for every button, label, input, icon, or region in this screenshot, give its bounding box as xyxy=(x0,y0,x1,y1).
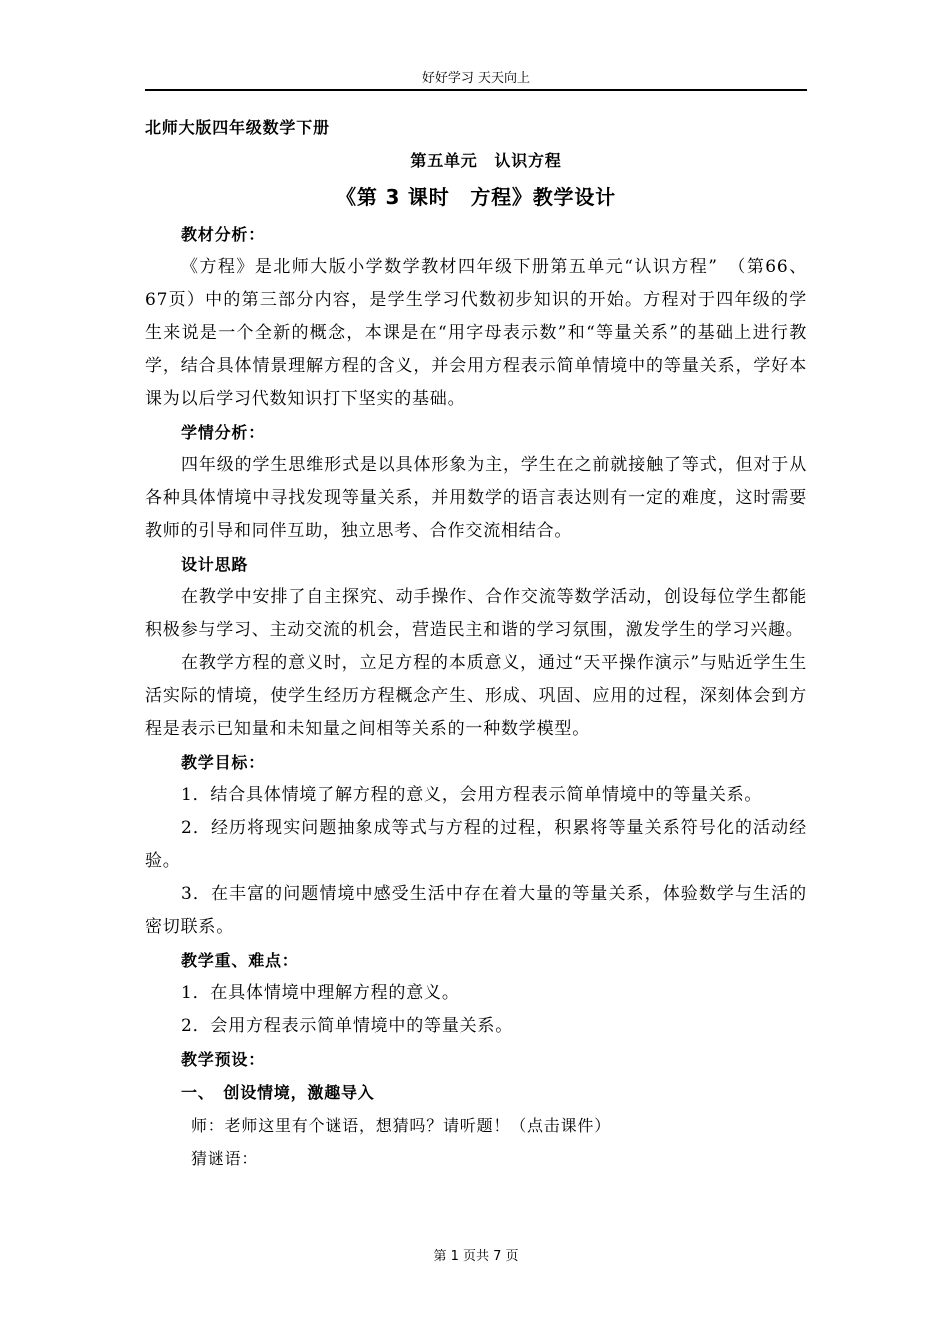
design-heading: 设计思路 xyxy=(181,555,249,574)
preparation-heading: 教学预设： xyxy=(181,1050,266,1069)
unit-title: 第五单元 认识方程 xyxy=(410,151,562,170)
design-paragraph-2: 在教学方程的意义时，立足方程的本质意义，通过“天平操作演示”与贴近学生生活实际的情境，使学生经历方程概念产生、形成、巩固、应用的过程，深刻体会到方程是表示已知量和未知量之间相等关系的一种数学模型。 xyxy=(145,653,807,739)
goal-item-1: 1．结合具体情境了解方程的意义，会用方程表示简单情境中的等量关系。 xyxy=(181,785,763,805)
key-point-1: 1．在具体情境中理解方程的意义。 xyxy=(181,983,460,1003)
dialog-line-2: 猜谜语： xyxy=(191,1149,259,1168)
key-points-heading: 教学重、难点： xyxy=(181,951,299,970)
page-header: 好好学习 天天向上 xyxy=(421,71,531,86)
dialog-line-1: 师：老师这里有个谜语，想猜吗？请听题！（点击课件） xyxy=(191,1116,612,1135)
lesson-title: 《第 3 课时 方程》教学设计 xyxy=(336,185,616,209)
goals-heading: 教学目标： xyxy=(181,753,266,772)
analysis-heading: 教材分析： xyxy=(181,225,266,244)
student-paragraph: 四年级的学生思维形式是以具体形象为主，学生在之前就接触了等式，但对于从各种具体情境中寻找发现等量关系，并用数学的语言表达则有一定的难度，这时需要教师的引导和同伴互助，独立思考、合作交流相结合。 xyxy=(145,455,807,541)
student-heading: 学情分析： xyxy=(181,423,266,442)
design-paragraph-1: 在教学中安排了自主探究、动手操作、合作交流等数学活动，创设每位学生都能积极参与学习、主动交流的机会，营造民主和谐的学习氛围，激发学生的学习兴趣。 xyxy=(145,587,807,640)
publisher-line: 北师大版四年级数学下册 xyxy=(145,118,330,137)
step-1-heading: 一、 创设情境，激趣导入 xyxy=(181,1083,375,1102)
key-point-2: 2．会用方程表示简单情境中的等量关系。 xyxy=(181,1016,514,1036)
goal-item-2: 2．经历将现实问题抽象成等式与方程的过程，积累将等量关系符号化的活动经验。 xyxy=(145,818,807,871)
document-body xyxy=(145,112,807,1175)
page-footer: 第 1 页共 7 页 xyxy=(433,1249,519,1264)
header-divider xyxy=(145,89,807,91)
analysis-paragraph: 《方程》是北师大版小学数学教材四年级下册第五单元“认识方程” （第66、67页）中的第三部分内容，是学生学习代数初步知识的开始。方程对于四年级的学生来说是一个全新的概念，本课是在“用字母表示数”和“等量关系”的基础上进行教学，结合具体情景理解方程的含义，并会用方程表示简单情境中的等量关系，学好本课为以后学习代数知识打下坚实的基础。 xyxy=(145,257,807,409)
goal-item-3: 3．在丰富的问题情境中感受生活中存在着大量的等量关系，体验数学与生活的密切联系。 xyxy=(145,884,807,937)
